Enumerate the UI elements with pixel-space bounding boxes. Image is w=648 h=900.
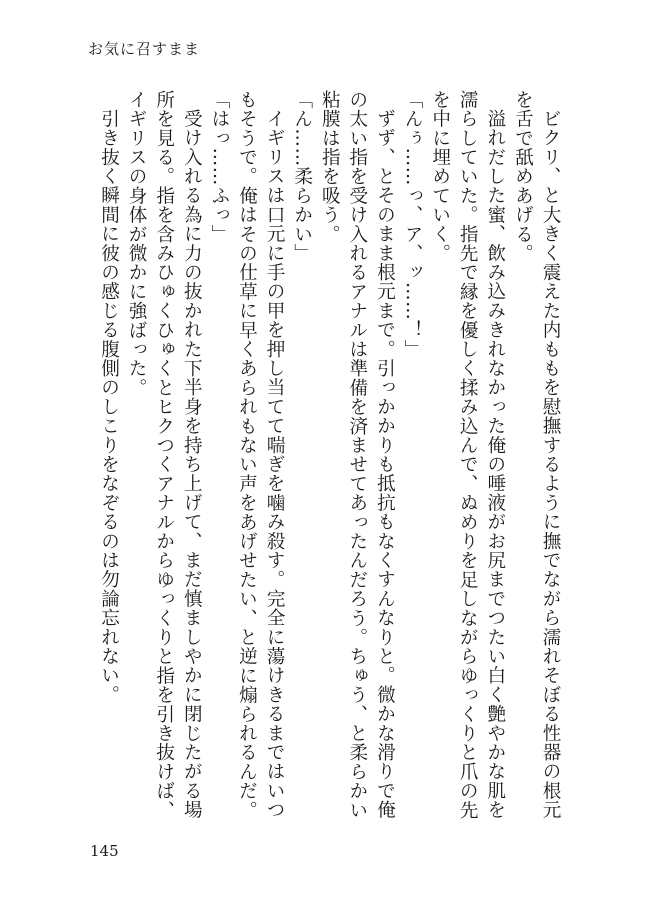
page-number: 145 [90,842,119,860]
dialogue-1: 「んぅ……っ、ア、ッ……！」 [402,90,424,359]
paragraph-3: ずず、とそのまま根元まで。引っかかりも抵抗もなくすんなりと。微かな滑りで俺の太い指を受け入れるアナルは準備を済ませてあったんだろう。ちゅう、と柔らかい粘膜は指を吸う。 [319,90,396,820]
dialogue-3: 「はっ……ふっ」 [208,90,230,244]
paragraph-4: イギリスは口元に手の甲を押し当てて喘ぎを噛み殺す。完全に蕩けきるまではいつもそうで。俺はその仕草に早くあられもない声をあげせたい、と逆に煽られるんだ。 [236,90,286,820]
running-head: お気に召すまま [88,40,201,58]
paragraph-2: 溢れだした蜜、飲み込みきれなかった俺の唾液がお尻までつたい白く艶やかな肌を濡らしていた。指先で縁を優しく揉み込んで、ぬめりを足しながらゆっくりと爪の先を中に埋めていく。 [429,90,506,820]
paragraph-5: 受け入れる為に力の抜かれた下半身を持ち上げて、まだ慎ましやかに閉じたがる場所を見る。指を含みひゅくひゅくとヒクつくアナルからゆっくりと指を引き抜けば、イギリスの身体が微かに強ばった。 [126,90,203,820]
dialogue-2: 「ん……柔らかい」 [291,90,313,263]
paragraph-1: ビクリ、と大きく震えた内ももを慰撫するように撫でながら濡れそぼる性器の根元を舌で舐めあげる。 [512,90,561,819]
paragraph-6: 引き抜く瞬間に彼の感じる腹側のしこりをなぞるのは勿論忘れない。 [98,108,120,704]
body-text [95,90,564,830]
